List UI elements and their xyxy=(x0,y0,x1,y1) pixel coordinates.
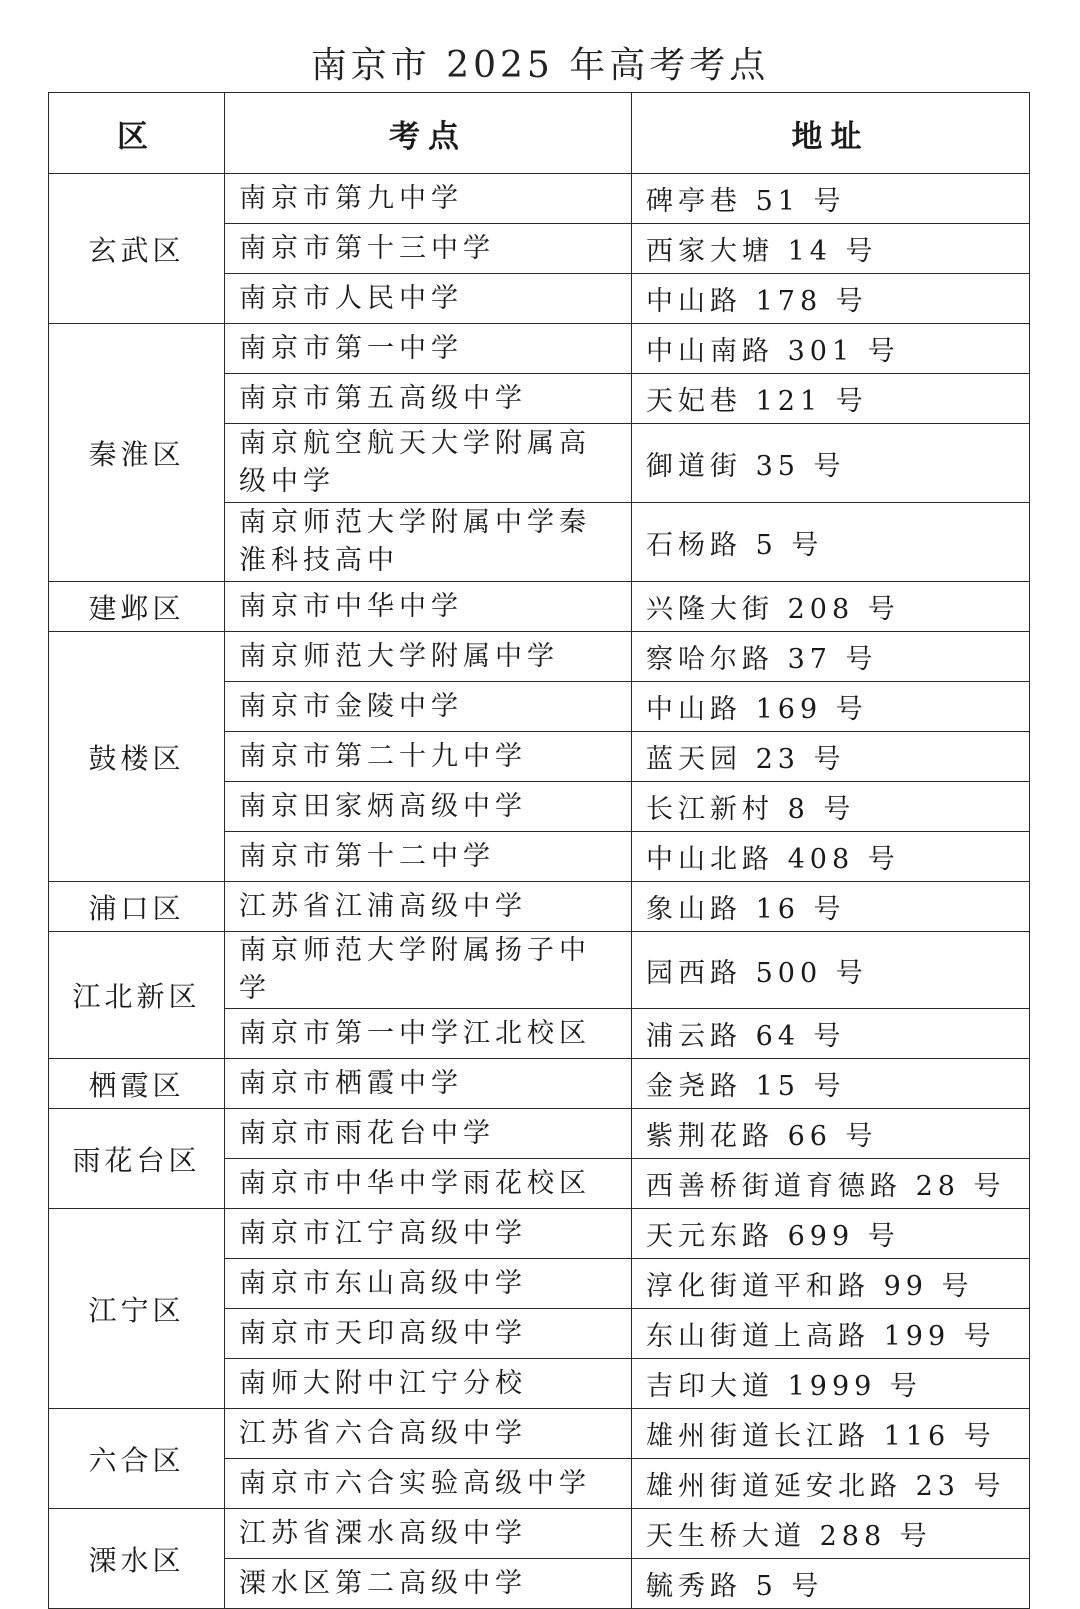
address-cell: 蓝天园 23 号 xyxy=(632,732,1030,782)
exam-site-cell: 南京市第一中学 xyxy=(225,324,632,374)
exam-site-cell: 南京市第九中学 xyxy=(225,174,632,224)
exam-site-cell: 南京市第十二中学 xyxy=(225,832,632,882)
exam-site-cell: 南京师范大学附属中学 xyxy=(225,632,632,682)
table-row xyxy=(49,174,1030,224)
address-cell: 园西路 500 号 xyxy=(632,932,1030,1009)
address-cell: 浦云路 64 号 xyxy=(632,1009,1030,1059)
exam-site-cell: 南京市第五高级中学 xyxy=(225,374,632,424)
exam-site-cell: 南京师范大学附属中学秦淮科技高中 xyxy=(225,503,632,582)
address-cell: 中山南路 301 号 xyxy=(632,324,1030,374)
table-row xyxy=(49,1509,1030,1559)
address-cell: 西家大塘 14 号 xyxy=(632,224,1030,274)
address-cell: 察哈尔路 37 号 xyxy=(632,632,1030,682)
exam-site-cell: 江苏省六合高级中学 xyxy=(225,1409,632,1459)
exam-site-cell: 南京市第一中学江北校区 xyxy=(225,1009,632,1059)
exam-site-cell: 南京市中华中学 xyxy=(225,582,632,632)
table-row xyxy=(49,882,1030,932)
district-cell: 雨花台区 xyxy=(49,1109,225,1209)
address-cell: 天生桥大道 288 号 xyxy=(632,1509,1030,1559)
district-cell: 建邺区 xyxy=(49,582,225,632)
document-title: 南京市 2025 年高考考点 xyxy=(310,45,770,86)
address-cell: 雄州街道延安北路 23 号 xyxy=(632,1459,1030,1509)
address-cell: 石杨路 5 号 xyxy=(632,503,1030,582)
table-body xyxy=(49,174,1030,1609)
address-cell: 中山路 178 号 xyxy=(632,274,1030,324)
address-cell: 天妃巷 121 号 xyxy=(632,374,1030,424)
exam-site-cell: 南京市人民中学 xyxy=(225,274,632,324)
column-header-address: 地址 xyxy=(632,93,1030,174)
exam-site-cell: 南京市江宁高级中学 xyxy=(225,1209,632,1259)
address-cell: 吉印大道 1999 号 xyxy=(632,1359,1030,1409)
exam-site-cell: 溧水区第二高级中学 xyxy=(225,1559,632,1609)
column-header-district: 区 xyxy=(49,93,225,174)
district-cell: 六合区 xyxy=(49,1409,225,1509)
exam-site-cell: 南京田家炳高级中学 xyxy=(225,782,632,832)
district-cell: 栖霞区 xyxy=(49,1059,225,1109)
address-cell: 淳化街道平和路 99 号 xyxy=(632,1259,1030,1309)
table-row xyxy=(49,324,1030,374)
exam-site-cell: 南京师范大学附属扬子中学 xyxy=(225,932,632,1009)
exam-site-cell: 江苏省溧水高级中学 xyxy=(225,1509,632,1559)
address-cell: 长江新村 8 号 xyxy=(632,782,1030,832)
address-cell: 天元东路 699 号 xyxy=(632,1209,1030,1259)
district-cell: 溧水区 xyxy=(49,1509,225,1609)
exam-site-cell: 南京市天印高级中学 xyxy=(225,1309,632,1359)
address-cell: 兴隆大街 208 号 xyxy=(632,582,1030,632)
district-cell: 鼓楼区 xyxy=(49,632,225,882)
address-cell: 象山路 16 号 xyxy=(632,882,1030,932)
address-cell: 雄州街道长江路 116 号 xyxy=(632,1409,1030,1459)
column-header-site: 考点 xyxy=(225,93,632,174)
exam-site-cell: 江苏省江浦高级中学 xyxy=(225,882,632,932)
address-cell: 御道街 35 号 xyxy=(632,424,1030,503)
table-row xyxy=(49,1209,1030,1259)
address-cell: 西善桥街道育德路 28 号 xyxy=(632,1159,1030,1209)
exam-site-cell: 南师大附中江宁分校 xyxy=(225,1359,632,1409)
table-row xyxy=(49,1109,1030,1159)
table-row xyxy=(49,932,1030,1009)
exam-site-cell: 南京市第十三中学 xyxy=(225,224,632,274)
exam-site-cell: 南京市中华中学雨花校区 xyxy=(225,1159,632,1209)
exam-sites-table xyxy=(48,92,1030,1609)
exam-site-cell: 南京市六合实验高级中学 xyxy=(225,1459,632,1509)
table-row xyxy=(49,582,1030,632)
address-cell: 碑亭巷 51 号 xyxy=(632,174,1030,224)
table-row xyxy=(49,632,1030,682)
district-cell: 江宁区 xyxy=(49,1209,225,1409)
exam-site-cell: 南京市栖霞中学 xyxy=(225,1059,632,1109)
address-cell: 毓秀路 5 号 xyxy=(632,1559,1030,1609)
address-cell: 紫荆花路 66 号 xyxy=(632,1109,1030,1159)
exam-site-cell: 南京市第二十九中学 xyxy=(225,732,632,782)
table-header-row xyxy=(49,93,1030,174)
district-cell: 江北新区 xyxy=(49,932,225,1059)
district-cell: 秦淮区 xyxy=(49,324,225,582)
address-cell: 金尧路 15 号 xyxy=(632,1059,1030,1109)
exam-site-cell: 南京市东山高级中学 xyxy=(225,1259,632,1309)
exam-site-cell: 南京航空航天大学附属高级中学 xyxy=(225,424,632,503)
district-cell: 浦口区 xyxy=(49,882,225,932)
table-row xyxy=(49,1059,1030,1109)
address-cell: 中山路 169 号 xyxy=(632,682,1030,732)
district-cell: 玄武区 xyxy=(49,174,225,324)
address-cell: 东山街道上高路 199 号 xyxy=(632,1309,1030,1359)
address-cell: 中山北路 408 号 xyxy=(632,832,1030,882)
exam-site-cell: 南京市金陵中学 xyxy=(225,682,632,732)
exam-site-cell: 南京市雨花台中学 xyxy=(225,1109,632,1159)
table-row xyxy=(49,1409,1030,1459)
